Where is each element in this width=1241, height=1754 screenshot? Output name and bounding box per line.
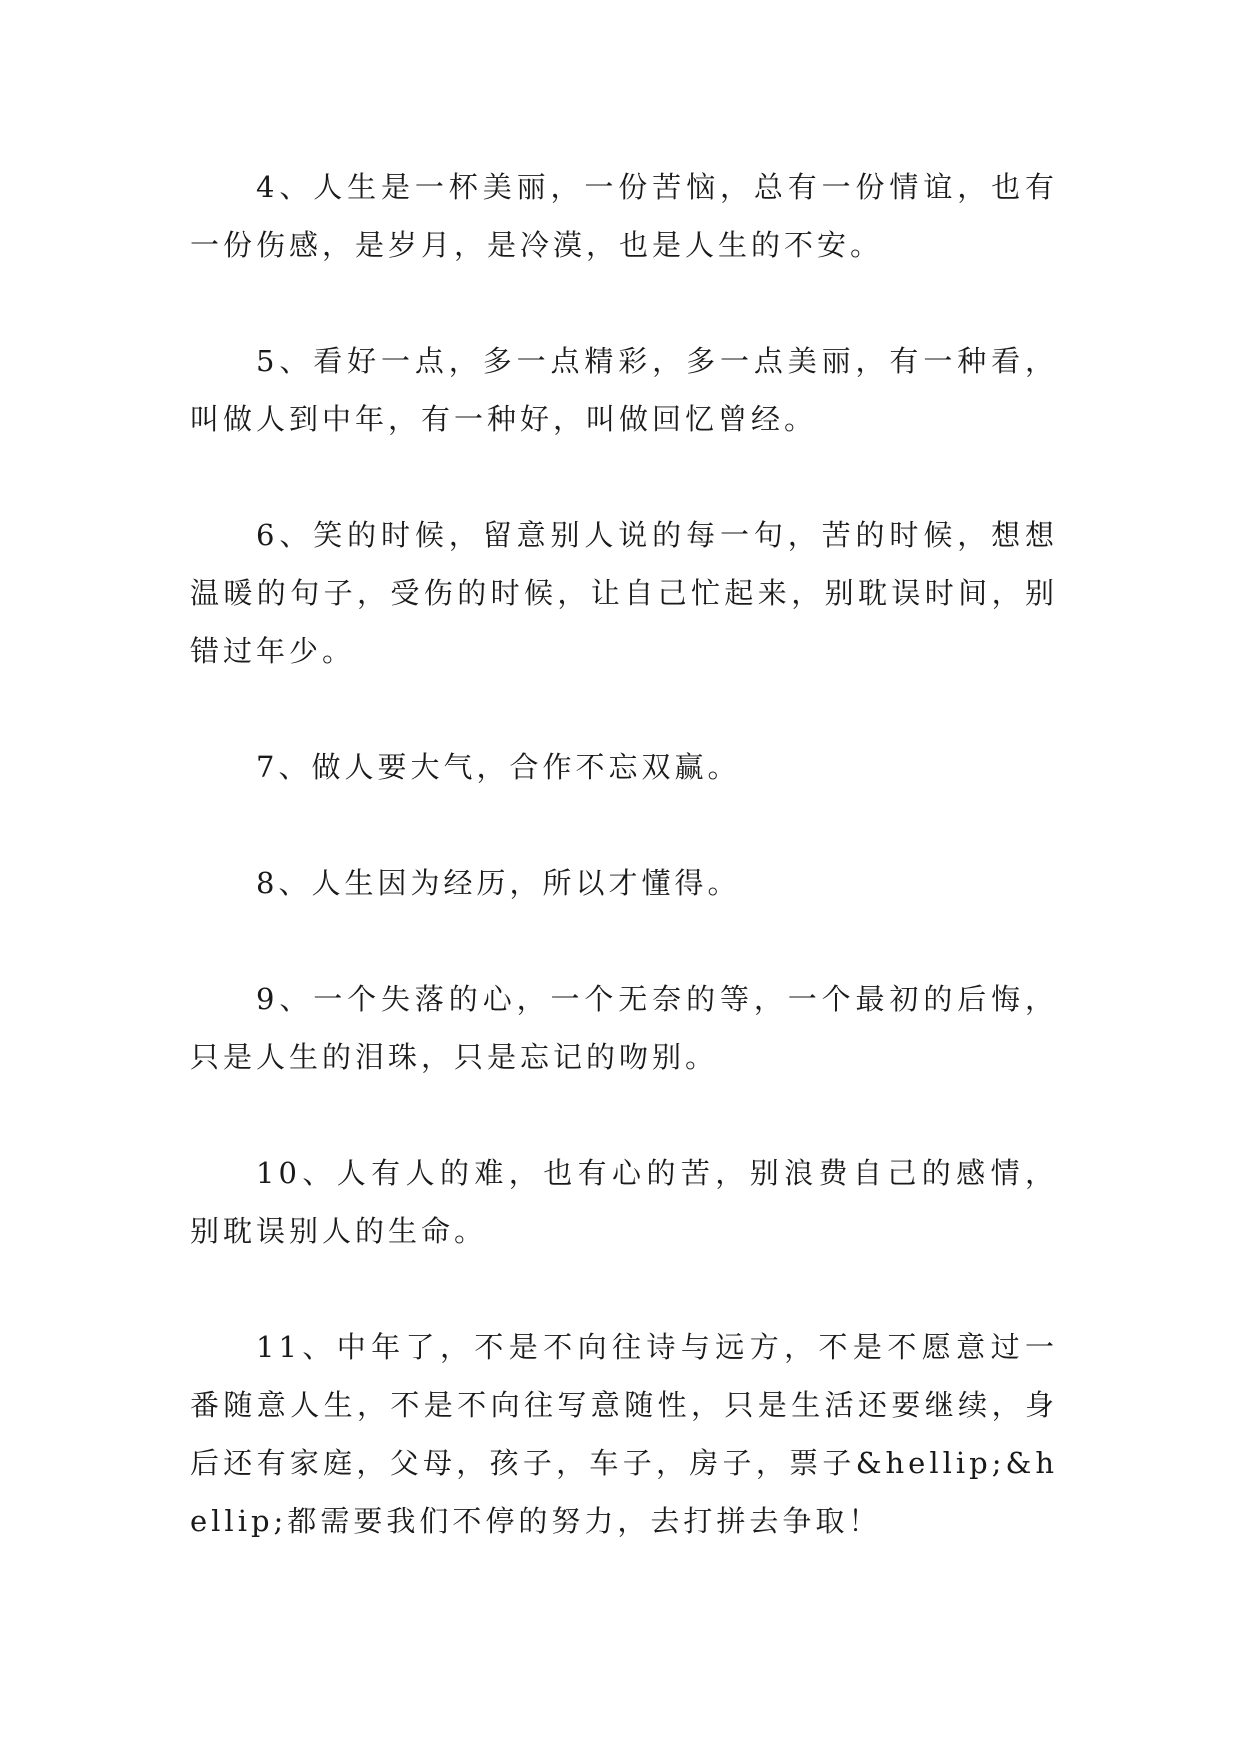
document-body (190, 158, 1058, 1608)
paragraph-9: 9、一个失落的心，一个无奈的等，一个最初的后悔，只是人生的泪珠，只是忘记的吻别。 (190, 982, 1058, 1074)
paragraph-10: 10、人有人的难，也有心的苦，别浪费自己的感情，别耽误别人的生命。 (190, 1156, 1058, 1248)
paragraph-4: 4、人生是一杯美丽，一份苦恼，总有一份情谊，也有一份伤感，是岁月，是冷漠，也是人生的不安。 (190, 170, 1058, 262)
paragraph-6: 6、笑的时候，留意别人说的每一句，苦的时候，想想温暖的句子，受伤的时候，让自己忙起来，别耽误时间，别错过年少。 (190, 518, 1058, 668)
paragraph-5: 5、看好一点，多一点精彩，多一点美丽，有一种看，叫做人到中年，有一种好，叫做回忆曾经。 (190, 344, 1058, 436)
paragraph-7: 7、做人要大气，合作不忘双赢。 (256, 750, 741, 784)
paragraph-11: 11、中年了，不是不向往诗与远方，不是不愿意过一番随意人生，不是不向往写意随性，只是生活还要继续，身后还有家庭，父母，孩子，车子，房子，票子&hellip;&hellip;都需要我们不停的努力，去打拼去争取！ (190, 1330, 1058, 1538)
paragraph-8: 8、人生因为经历，所以才懂得。 (256, 866, 741, 900)
